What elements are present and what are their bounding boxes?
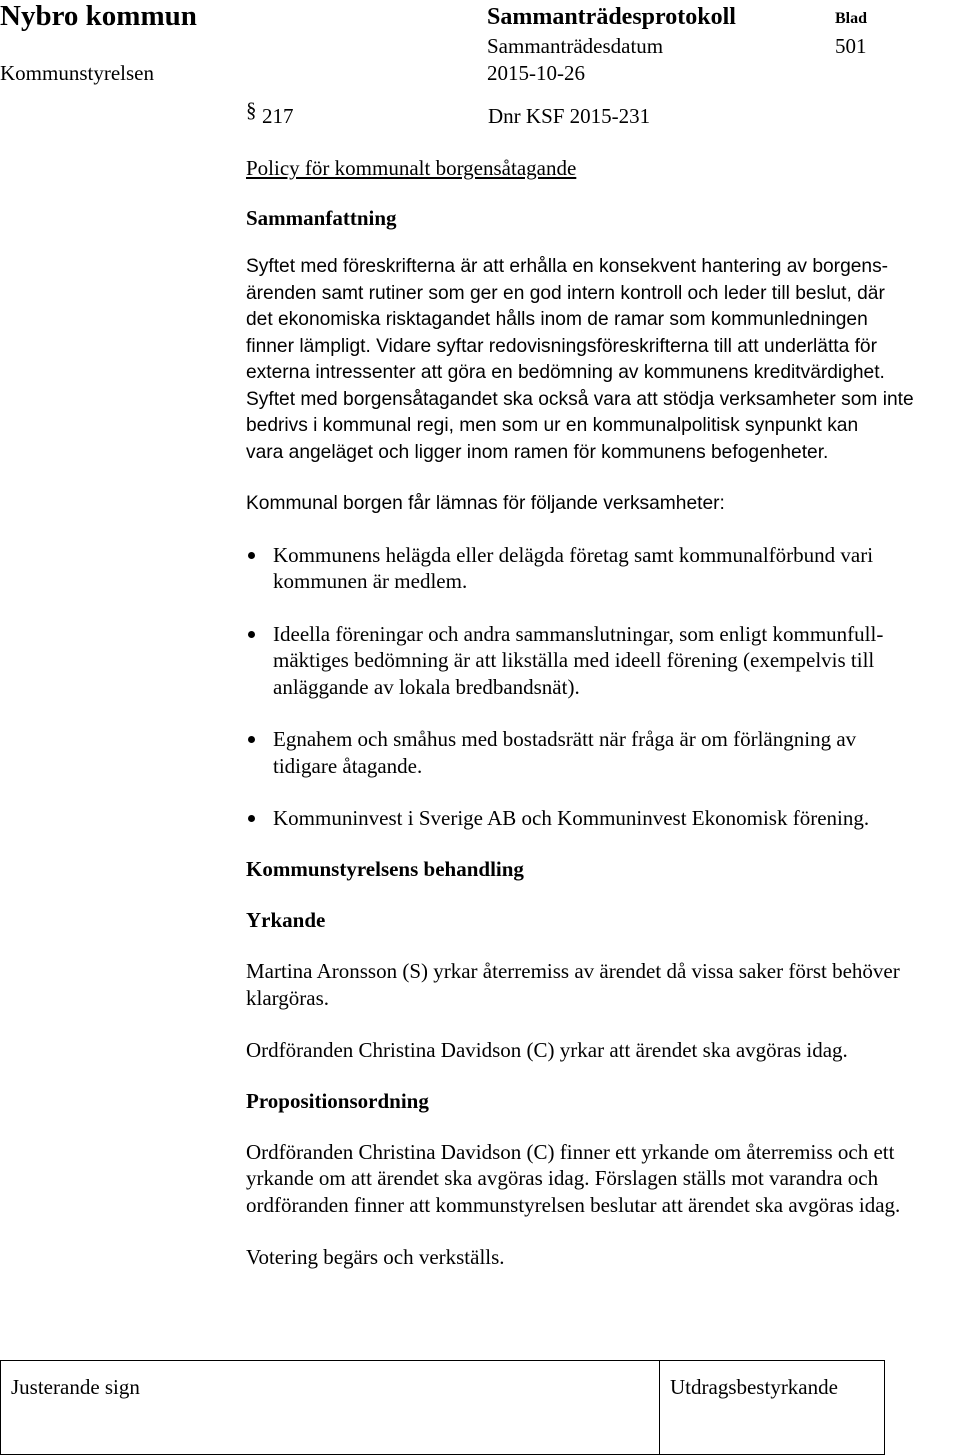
list-item-line: anläggande av lokala bredbandsnät). [273, 674, 580, 699]
adjusting-sign-label: Justerande sign [11, 1375, 140, 1399]
meeting-date-label: Sammanträdesdatum [487, 34, 664, 58]
sheet-label: Blad [835, 10, 868, 27]
motion-heading: Yrkande [246, 908, 326, 933]
motion-paragraph [246, 1037, 960, 1064]
list-item-line: Ideella föreningar och andra sammanslutningar, som enligt kommunfull- [273, 621, 884, 646]
motion-line: Ordföranden Christina Davidson (C) yrkar att ärendet ska avgöras idag. [246, 1038, 848, 1063]
verksamheter-intro: Kommunal borgen får lämnas för följande verksamheter: [246, 493, 725, 515]
verksamheter-list [246, 542, 960, 832]
proposition-line: yrkande om att ärendet ska avgöras idag. Förslagen ställs mot varandra och [246, 1166, 879, 1191]
list-item [246, 542, 960, 595]
document-type: Sammanträdesprotokoll [487, 4, 736, 30]
list-item-line: tidigare åtagande. [273, 753, 423, 778]
extract-certification-label: Utdragsbestyrkande [670, 1375, 838, 1399]
adjusting-sign-box [0, 1360, 660, 1455]
list-item-line: mäktiges bedömning är att likställa med ideell förening (exempelvis till [273, 648, 875, 673]
page-number: 501 [835, 34, 867, 58]
list-item-line: kommunen är medlem. [273, 569, 468, 594]
municipality-name: Nybro kommun [0, 0, 197, 32]
document-header [0, 0, 960, 90]
bullet-icon [248, 736, 255, 743]
protocol-content [246, 98, 960, 1271]
list-item-line: Kommuninvest i Sverige AB och Kommuninvest Ekonomisk förening. [273, 806, 870, 831]
proposition-line: Ordföranden Christina Davidson (C) finner ett yrkande om återremiss och ett [246, 1139, 895, 1164]
summary-text [246, 254, 960, 466]
diary-number: Dnr KSF 2015-231 [488, 104, 651, 128]
meeting-date: 2015-10-26 [487, 61, 585, 85]
list-item [246, 805, 960, 832]
treatment-heading: Kommunstyrelsens behandling [246, 856, 524, 881]
signature-footer [0, 1360, 960, 1455]
motion-line: Martina Aronsson (S) yrkar återremiss av ärendet då vissa saker först behöver [246, 959, 900, 984]
list-item [246, 726, 960, 779]
list-item-line: Egnahem och småhus med bostadsrätt när fråga är om förlängning av [273, 727, 857, 752]
paragraph-title: Policy för kommunalt borgensåtagande [246, 156, 577, 180]
summary-line: vara angeläget och ligger inom ramen för kommunens befogenheter. [246, 441, 829, 463]
bullet-icon [248, 552, 255, 559]
motion-paragraph [246, 958, 960, 1011]
paragraph-number-line [246, 98, 960, 134]
proposition-text [246, 1139, 960, 1219]
list-item-line: Kommunens helägda eller delägda företag samt kommunalförbund vari [273, 542, 874, 567]
paragraph-sign: § [246, 98, 257, 122]
extract-certification-box [659, 1360, 885, 1455]
summary-line: Syftet med borgensåtagandet ska också vara att stödja verksamheter som inte [246, 388, 914, 410]
summary-line: Syftet med föreskrifterna är att erhålla en konsekvent hantering av borgens- [246, 256, 889, 278]
summary-line: det ekonomiska risktagandet hålls inom de ramar som kommunledningen [246, 309, 868, 331]
motion-line: klargöras. [246, 985, 330, 1010]
summary-line: bedrivs i kommunal regi, men som ur en kommunalpolitisk synpunkt kan [246, 415, 859, 437]
summary-line: externa intressenter att göra en bedömning av kommunens kreditvärdighet. [246, 362, 885, 384]
proposition-heading: Propositionsordning [246, 1088, 429, 1113]
summary-line: ärenden samt rutiner som ger en god intern kontroll och leder till beslut, där [246, 282, 885, 304]
bullet-icon [248, 815, 255, 822]
list-item [246, 621, 960, 701]
proposition-line: ordföranden finner att kommunstyrelsen beslutar att ärendet ska avgöras idag. [246, 1192, 901, 1217]
body-name: Kommunstyrelsen [0, 61, 154, 85]
paragraph-number: 217 [262, 104, 294, 128]
summary-heading: Sammanfattning [246, 206, 397, 231]
summary-line: finner lämpligt. Vidare syftar redovisningsföreskrifterna till att underlätta för [246, 335, 877, 357]
bullet-icon [248, 631, 255, 638]
vote-text: Votering begärs och verkställs. [246, 1245, 505, 1270]
